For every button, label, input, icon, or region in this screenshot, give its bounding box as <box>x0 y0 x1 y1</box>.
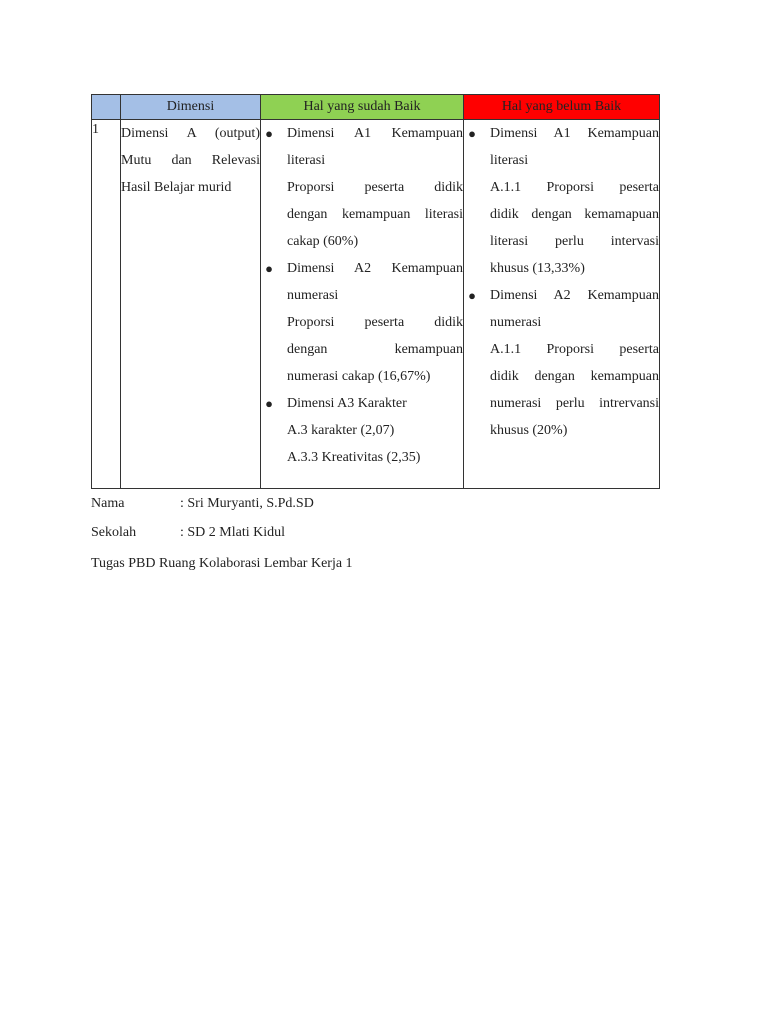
list-item <box>464 282 659 444</box>
item-line: Proporsi peserta didik <box>287 315 463 330</box>
list-item <box>261 120 463 255</box>
belum-baik-list <box>464 120 659 444</box>
item-line: cakap (60%) <box>287 234 359 249</box>
item-line: A.3.3 Kreativitas (2,35) <box>287 450 421 465</box>
sekolah-label: Sekolah <box>91 525 137 540</box>
item-line: Proporsi peserta didik <box>287 180 463 195</box>
sudah-baik-list <box>261 120 463 471</box>
list-item <box>261 390 463 471</box>
item-line: numerasi <box>287 288 339 303</box>
item-line: literasi <box>490 153 529 168</box>
item-line: dengan kemampuan <box>287 342 463 357</box>
item-line: Dimensi A1 Kemampuan <box>490 126 659 141</box>
list-item <box>261 255 463 390</box>
bullet-icon: ● <box>468 288 476 303</box>
item-line: A.1.1 Proporsi peserta <box>490 180 659 195</box>
dimensi-line: Mutu dan Relevasi <box>121 153 260 168</box>
nama-label: Nama <box>91 496 125 511</box>
item-line: A.3 karakter (2,07) <box>287 423 395 438</box>
nama-line <box>91 495 314 513</box>
item-line: didik dengan kemampuan <box>490 369 659 384</box>
sekolah-line <box>91 524 285 542</box>
header-no <box>92 95 121 120</box>
tugas-line: Tugas PBD Ruang Kolaborasi Lembar Kerja 1 <box>91 556 353 571</box>
bullet-icon: ● <box>468 126 476 141</box>
dimension-table <box>91 94 660 489</box>
sudah-baik-cell <box>261 120 464 489</box>
bullet-icon: ● <box>265 261 273 276</box>
item-line: dengan kemampuan literasi <box>287 207 463 222</box>
item-line: numerasi cakap (16,67%) <box>287 369 431 384</box>
item-line: numerasi perlu intrervansi <box>490 396 659 411</box>
item-line: Dimensi A1 Kemampuan <box>287 126 463 141</box>
item-line: khusus (20%) <box>490 423 568 438</box>
table-header-row <box>92 95 660 120</box>
dimensi-cell <box>121 120 261 489</box>
table-row <box>92 120 660 489</box>
sekolah-value: : SD 2 Mlati Kidul <box>180 525 286 540</box>
item-line: numerasi <box>490 315 542 330</box>
row-number: 1 <box>92 120 121 489</box>
item-line: didik dengan kemamapuan <box>490 207 659 222</box>
header-dimensi: Dimensi <box>121 95 261 120</box>
item-line: literasi <box>287 153 326 168</box>
dimensi-lines <box>121 120 260 201</box>
belum-baik-cell <box>464 120 660 489</box>
bullet-icon: ● <box>265 126 273 141</box>
item-line: Dimensi A3 Karakter <box>287 396 407 411</box>
item-line: Dimensi A2 Kemampuan <box>287 261 463 276</box>
bullet-icon: ● <box>265 396 273 411</box>
item-line: A.1.1 Proporsi peserta <box>490 342 659 357</box>
header-belum-baik: Hal yang belum Baik <box>464 95 660 120</box>
item-line: Dimensi A2 Kemampuan <box>490 288 659 303</box>
list-item <box>464 120 659 282</box>
item-line: literasi perlu intervasi <box>490 234 659 249</box>
item-line: khusus (13,33%) <box>490 261 585 276</box>
nama-value: : Sri Muryanti, S.Pd.SD <box>180 496 314 511</box>
dimensi-line: Hasil Belajar murid <box>121 180 232 195</box>
header-sudah-baik: Hal yang sudah Baik <box>261 95 464 120</box>
dimensi-line: Dimensi A (output) <box>121 126 260 141</box>
